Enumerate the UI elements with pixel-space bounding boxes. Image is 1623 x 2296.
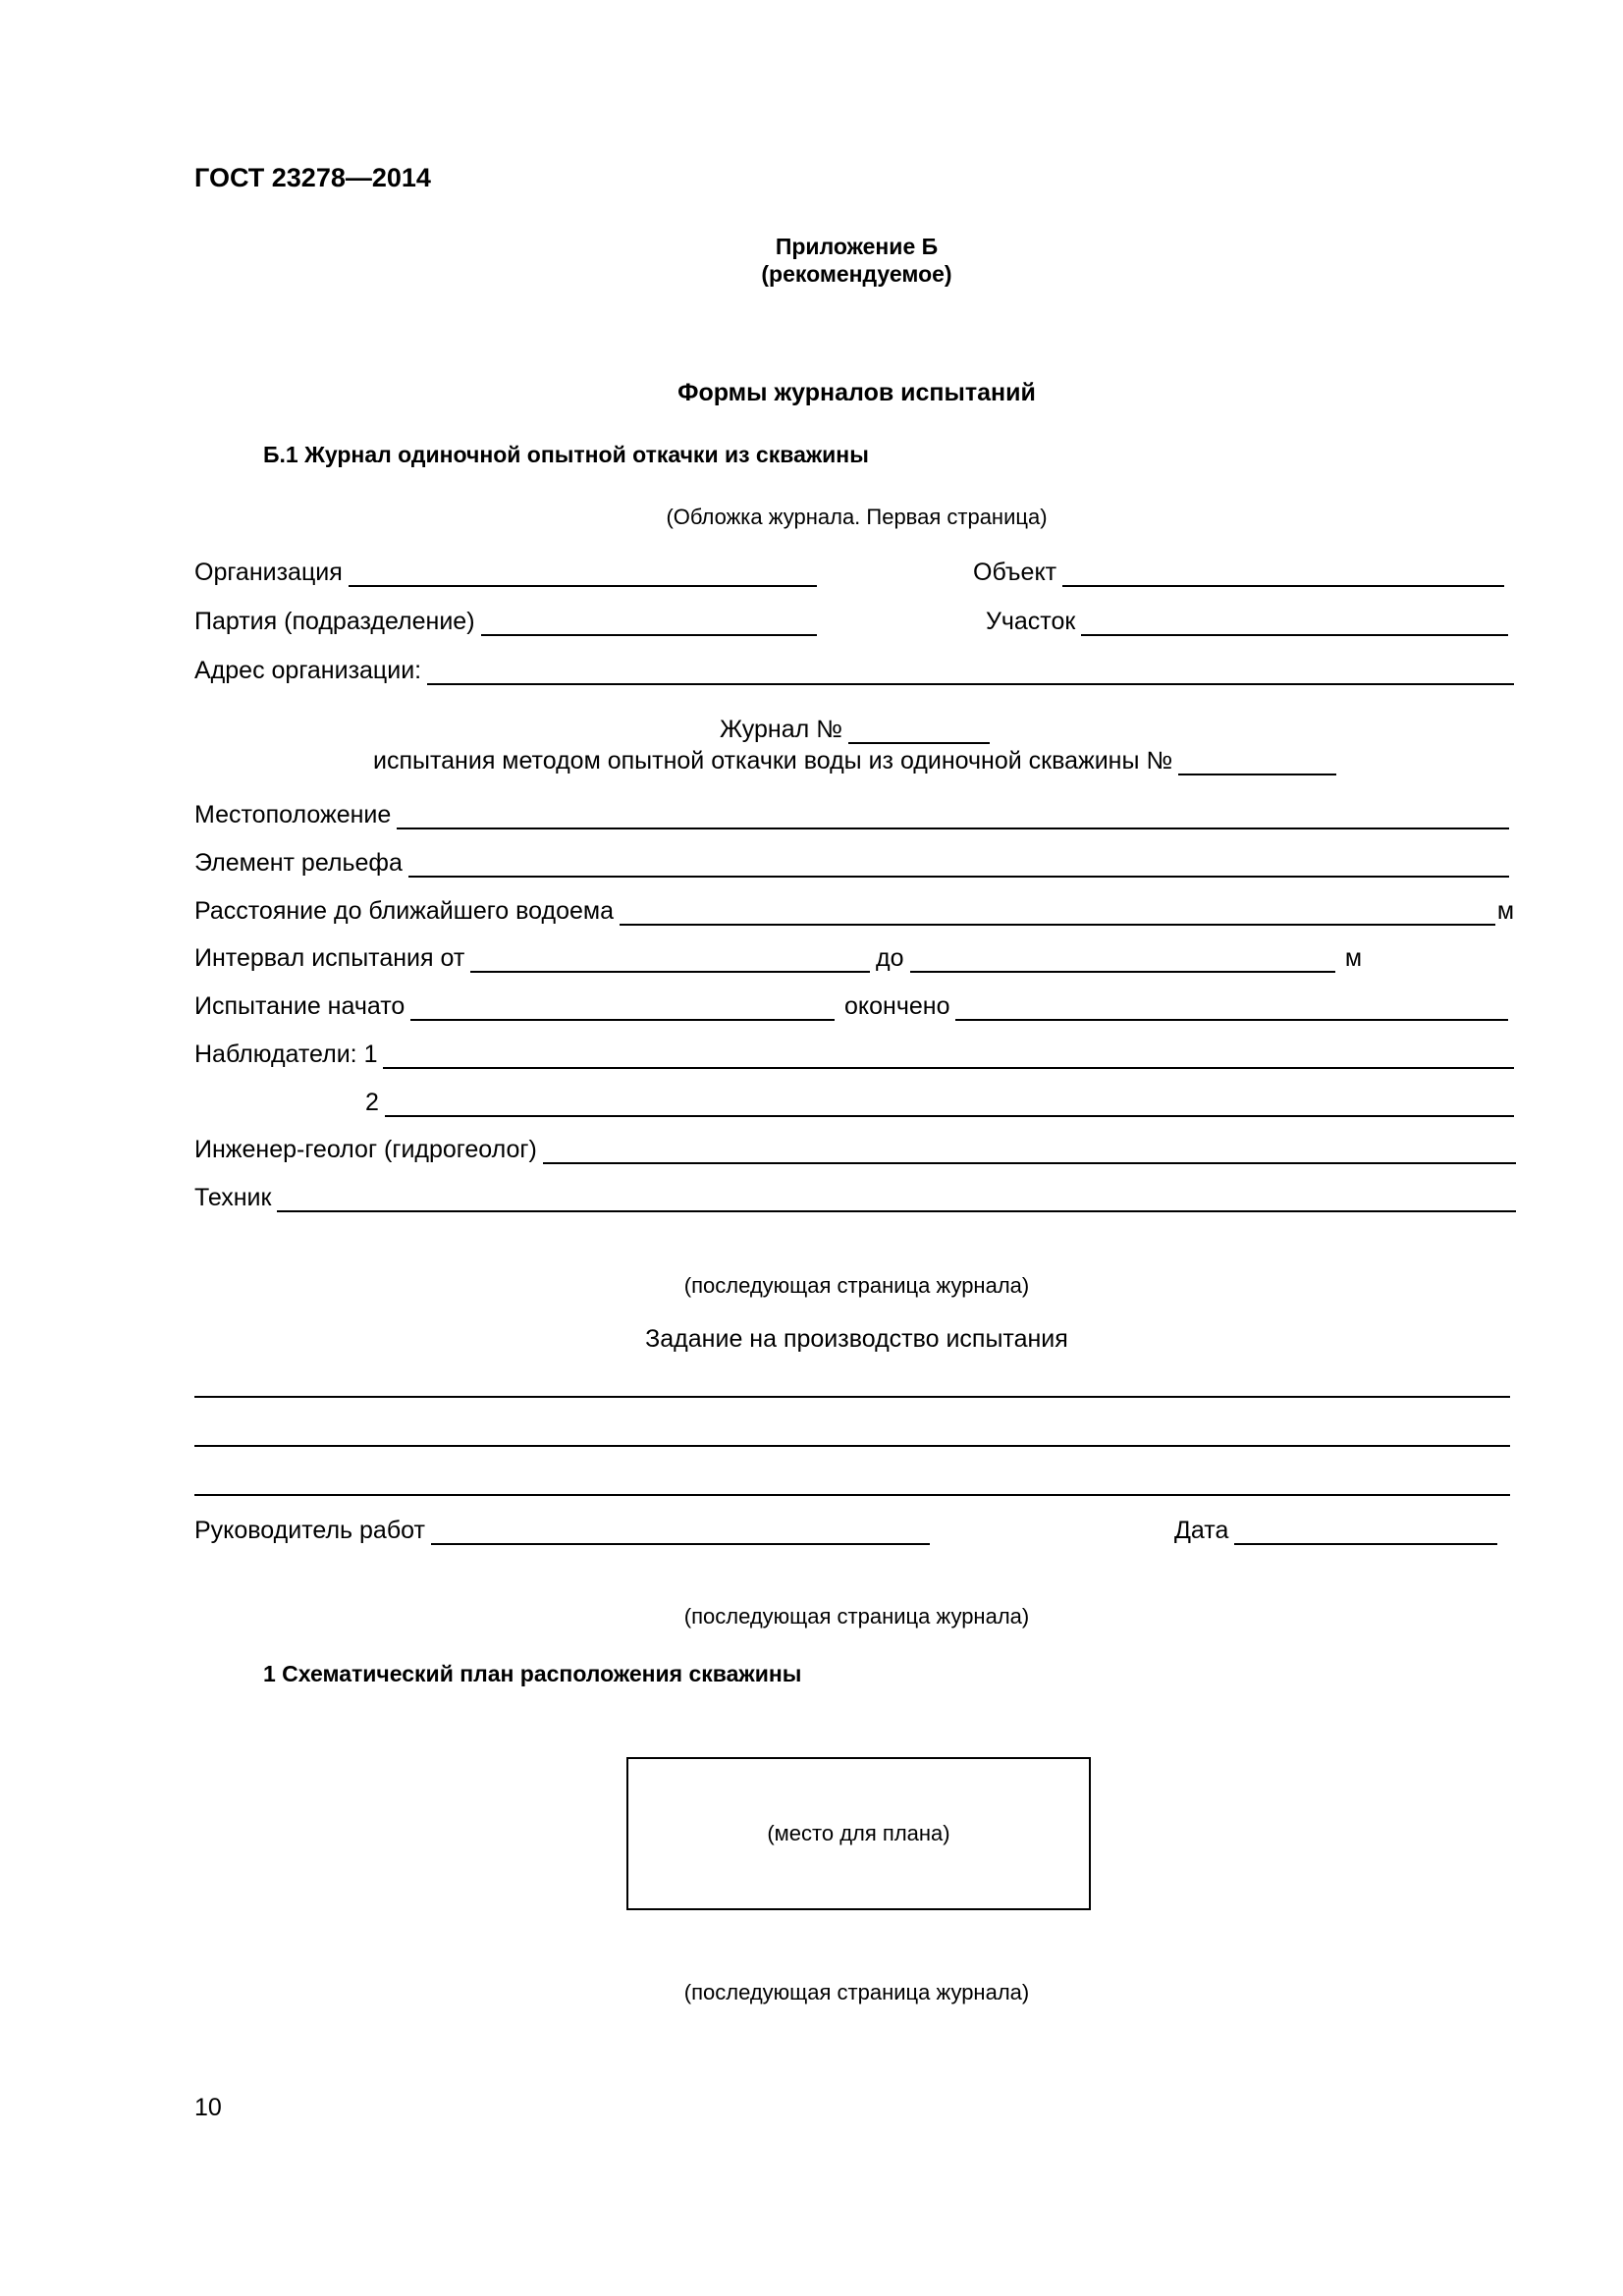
task-line-2[interactable] bbox=[194, 1445, 1510, 1447]
party-blank[interactable] bbox=[481, 609, 817, 636]
plan-heading: 1 Схематический план расположения скважины bbox=[263, 1661, 802, 1686]
page-number: 10 bbox=[194, 2094, 222, 2121]
doc-code: ГОСТ 23278—2014 bbox=[194, 163, 431, 192]
site-label: Участок bbox=[986, 608, 1076, 635]
object-field bbox=[973, 554, 1504, 587]
location-blank[interactable] bbox=[397, 802, 1509, 829]
date-blank[interactable] bbox=[1234, 1518, 1497, 1545]
test-started-label: Испытание начато bbox=[194, 992, 406, 1020]
object-label: Объект bbox=[973, 559, 1057, 586]
manager-field bbox=[194, 1512, 930, 1545]
distance-field bbox=[194, 892, 1514, 926]
appendix-subtitle: (рекомендуемое) bbox=[761, 261, 952, 287]
interval-to-blank[interactable] bbox=[910, 945, 1335, 973]
task-line-3[interactable] bbox=[194, 1494, 1510, 1496]
organization-field bbox=[194, 554, 817, 587]
observer2-blank[interactable] bbox=[385, 1090, 1514, 1117]
location-field bbox=[194, 796, 1509, 829]
location-label: Местоположение bbox=[194, 801, 392, 828]
manager-blank[interactable] bbox=[431, 1518, 930, 1545]
interval-to-field bbox=[876, 939, 1362, 973]
interval-from-field bbox=[194, 939, 870, 973]
journal-number-blank[interactable] bbox=[848, 717, 990, 744]
organization-blank[interactable] bbox=[349, 560, 817, 587]
interval-from-label: Интервал испытания от bbox=[194, 944, 465, 972]
org-address-label: Адрес организации: bbox=[194, 657, 422, 684]
interval-to-label: до bbox=[876, 944, 904, 972]
relief-field bbox=[194, 844, 1509, 878]
observer2-label: 2 bbox=[365, 1089, 379, 1116]
cover-note: (Обложка журнала. Первая страница) bbox=[666, 505, 1048, 529]
task-line-1[interactable] bbox=[194, 1396, 1510, 1398]
next-page-note-3: (последующая страница журнала) bbox=[683, 1980, 1030, 2004]
distance-label: Расстояние до ближайшего водоема bbox=[194, 897, 614, 925]
observer1-field bbox=[194, 1036, 1514, 1069]
section-b1-heading: Б.1 Журнал одиночной опытной откачки из скважины bbox=[263, 442, 869, 467]
party-label: Партия (подразделение) bbox=[194, 608, 475, 635]
party-field bbox=[194, 603, 817, 636]
plan-box[interactable] bbox=[626, 1757, 1091, 1910]
relief-blank[interactable] bbox=[408, 850, 1509, 878]
well-number-blank[interactable] bbox=[1178, 748, 1336, 775]
technician-field bbox=[194, 1179, 1516, 1212]
technician-label: Техник bbox=[194, 1184, 272, 1211]
site-blank[interactable] bbox=[1081, 609, 1508, 636]
journal-number-label: Журнал № bbox=[720, 716, 842, 743]
distance-blank[interactable] bbox=[620, 898, 1495, 926]
test-finished-label: окончено bbox=[844, 992, 950, 1020]
org-address-field bbox=[194, 652, 1514, 685]
interval-unit: м bbox=[1344, 944, 1362, 972]
test-started-field bbox=[194, 988, 835, 1021]
main-title: Формы журналов испытаний bbox=[677, 379, 1036, 406]
manager-label: Руководитель работ bbox=[194, 1517, 425, 1544]
distance-unit: м bbox=[1496, 897, 1514, 925]
date-label: Дата bbox=[1174, 1517, 1229, 1544]
next-page-note-1: (последующая страница журнала) bbox=[683, 1273, 1030, 1298]
test-started-blank[interactable] bbox=[410, 993, 835, 1021]
observer1-blank[interactable] bbox=[383, 1041, 1514, 1069]
appendix-title: Приложение Б bbox=[775, 234, 939, 259]
engineer-field bbox=[194, 1131, 1516, 1164]
test-finished-blank[interactable] bbox=[955, 993, 1508, 1021]
journal-method-label: испытания методом опытной откачки воды из одиночной скважины № bbox=[373, 747, 1173, 774]
interval-from-blank[interactable] bbox=[470, 945, 870, 973]
date-field bbox=[1174, 1512, 1497, 1545]
technician-blank[interactable] bbox=[277, 1185, 1516, 1212]
relief-label: Элемент рельефа bbox=[194, 849, 403, 877]
object-blank[interactable] bbox=[1062, 560, 1504, 587]
observer1-label: Наблюдатели: 1 bbox=[194, 1041, 378, 1068]
org-address-blank[interactable] bbox=[427, 658, 1514, 685]
engineer-label: Инженер-геолог (гидрогеолог) bbox=[194, 1136, 537, 1163]
site-field bbox=[986, 603, 1508, 636]
organization-label: Организация bbox=[194, 559, 343, 586]
journal-number-field bbox=[720, 711, 990, 744]
next-page-note-2: (последующая страница журнала) bbox=[683, 1604, 1030, 1629]
engineer-blank[interactable] bbox=[543, 1137, 1516, 1164]
observer2-field bbox=[365, 1084, 1514, 1117]
task-title: Задание на производство испытания bbox=[645, 1325, 1068, 1353]
journal-method-field bbox=[373, 742, 1336, 775]
plan-placeholder: (место для плана) bbox=[767, 1821, 950, 1845]
test-finished-field bbox=[844, 988, 1508, 1021]
